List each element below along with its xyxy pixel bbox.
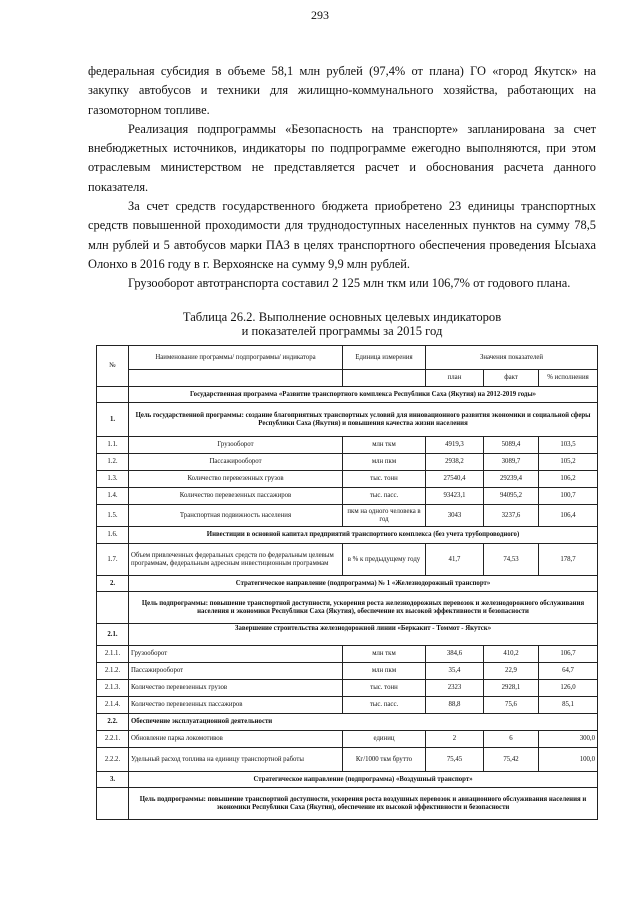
header-name: Наименование программы/ подпрограммы/ индикатора	[129, 346, 343, 370]
header-blank	[129, 370, 343, 387]
indicators-table	[96, 345, 598, 820]
row-plan: 93423,1	[426, 488, 484, 505]
section-row	[97, 403, 598, 437]
table-row	[97, 454, 598, 471]
paragraph-4: Грузооборот автотранспорта составил 2 125 млн ткм или 106,7% от годового плана.	[128, 276, 571, 291]
section-num: 3.	[97, 772, 129, 788]
row-unit: в % к предыдущему году	[343, 544, 426, 576]
header-plan: план	[426, 370, 484, 387]
header-subrow	[97, 370, 598, 387]
row-fact: 2928,1	[484, 680, 539, 697]
row-unit: Кг/1000 ткм брутто	[343, 748, 426, 772]
row-plan: 2938,2	[426, 454, 484, 471]
row-name: Транспортная подвижность населения	[129, 505, 343, 527]
header-pct: % исполнения	[539, 370, 598, 387]
table-row	[97, 505, 598, 527]
row-fact: 22,9	[484, 663, 539, 680]
row-fact: 29239,4	[484, 471, 539, 488]
row-plan: 2	[426, 731, 484, 748]
goal-text: Цель подпрограммы: повышение транспортной доступности, ускорения роста железнодорожных перевозок и железнодорожного обслуживания населения и экономики Республики Саха (Якутия), обеспечение их высокой эффективности и безопасности	[129, 592, 598, 624]
row-name: Количество перевезенных пассажиров	[129, 697, 343, 714]
row-pct: 105,2	[539, 454, 598, 471]
row-plan: 27540,4	[426, 471, 484, 488]
header-fact: факт	[484, 370, 539, 387]
row-num: 2.1.3.	[97, 680, 129, 697]
row-name: Количество перевезенных грузов	[129, 680, 343, 697]
row-num: 2.1.4.	[97, 697, 129, 714]
section-text: Стратегическое направление (подпрограмма) «Воздушный транспорт»	[129, 772, 598, 788]
row-num: 2.2.1.	[97, 731, 129, 748]
paragraph-1: федеральная субсидия в объеме 58,1 млн рублей (97,4% от плана) ГО «город Якутск» на закупку автобусов и техники для жилищно-коммунального хозяйства, работающих на газомоторном топливе.	[88, 64, 596, 117]
section-row	[97, 772, 598, 788]
row-unit: млн пкм	[343, 663, 426, 680]
row-plan: 35,4	[426, 663, 484, 680]
section-num: 2.1.	[97, 624, 129, 646]
table-row	[97, 437, 598, 454]
section-row	[97, 714, 598, 731]
row-name: Объем привлеченных федеральных средств по федеральным целевым программам, федеральным адресным инвестиционным программам	[129, 544, 343, 576]
row-pct: 106,4	[539, 505, 598, 527]
section-num: 1.	[97, 403, 129, 437]
page-number: 293	[311, 8, 329, 22]
table-caption-line2: и показателей программы за 2015 год	[241, 324, 443, 338]
row-unit: тыс. пасс.	[343, 697, 426, 714]
section-text: Инвестиции в основной капитал предприятий транспортного комплекса (без учета трубопроводного)	[129, 527, 598, 544]
row-fact: 3089,7	[484, 454, 539, 471]
table-row	[97, 544, 598, 576]
row-pct: 103,5	[539, 437, 598, 454]
row-name: Обновление парка локомотивов	[129, 731, 343, 748]
row-unit: тыс. тонн	[343, 680, 426, 697]
row-unit: млн ткм	[343, 437, 426, 454]
table-row	[97, 731, 598, 748]
goal-text: Цель подпрограммы: повышение транспортной доступности, ускорения роста воздушных перевозок и авиационного обслуживания населения и экономики Республики Саха (Якутия), обеспечение их высокой эффективности и безопасности	[129, 788, 598, 820]
row-pct: 100,0	[539, 748, 598, 772]
table-row	[97, 697, 598, 714]
row-pct: 300,0	[539, 731, 598, 748]
row-pct: 178,7	[539, 544, 598, 576]
row-plan: 88,8	[426, 697, 484, 714]
row-fact: 75,42	[484, 748, 539, 772]
row-name: Грузооборот	[129, 437, 343, 454]
header-row	[97, 346, 598, 370]
row-num: 1.5.	[97, 505, 129, 527]
row-unit: пкм на одного человека в год	[343, 505, 426, 527]
row-fact: 94095,2	[484, 488, 539, 505]
row-plan: 3043	[426, 505, 484, 527]
row-plan: 384,6	[426, 646, 484, 663]
row-pct: 85,1	[539, 697, 598, 714]
row-num: 1.1.	[97, 437, 129, 454]
goal-row	[97, 592, 598, 624]
row-fact: 75,6	[484, 697, 539, 714]
section-text: Стратегическое направление (подпрограмма) № 1 «Железнодорожный транспорт»	[129, 576, 598, 592]
table-row	[97, 680, 598, 697]
row-fact: 74,53	[484, 544, 539, 576]
row-fact: 5089,4	[484, 437, 539, 454]
table-row	[97, 646, 598, 663]
body-text	[88, 62, 596, 294]
row-name: Пассажирооборот	[129, 454, 343, 471]
header-unit: Единица измерения	[343, 346, 426, 370]
row-fact: 410,2	[484, 646, 539, 663]
header-values: Значения показателей	[426, 346, 598, 370]
row-unit: тыс. пасс.	[343, 488, 426, 505]
row-pct: 106,7	[539, 646, 598, 663]
goal-row	[97, 788, 598, 820]
section-num: 2.	[97, 576, 129, 592]
row-pct: 126,0	[539, 680, 598, 697]
paragraph-2: Реализация подпрограммы «Безопасность на транспорте» запланирована за счет внебюджетных источников, индикаторы по подпрограмме ежегодно выполняются, при этом отраслевым министерством не представляется расчет и обоснования расчета данного показателя.	[88, 121, 596, 194]
row-fact: 3237,6	[484, 505, 539, 527]
section-num: 2.2.	[97, 714, 129, 731]
row-num: 2.2.2.	[97, 748, 129, 772]
row-name: Количество перевезенных грузов	[129, 471, 343, 488]
table-row	[97, 471, 598, 488]
paragraph-3: За счет средств государственного бюджета приобретено 23 единицы транспортных средств повышенной проходимости для труднодоступных населенных пунктов на сумму 78,5 млн рублей и 5 автобусов марки ПАЗ в целях транспортного обеспечения проведения Ысыаха Олонхо в 2016 году в г. Верхоянске на сумму 9,9 млн рублей.	[88, 199, 596, 271]
table-caption-line1: Таблица 26.2. Выполнение основных целевых индикаторов	[182, 310, 502, 324]
section-row	[97, 527, 598, 544]
row-num: 2.1.1.	[97, 646, 129, 663]
row-fact: 6	[484, 731, 539, 748]
row-unit: млн пкм	[343, 454, 426, 471]
row-num: 2.1.2.	[97, 663, 129, 680]
section-text: Обеспечение эксплуатационной деятельности	[129, 714, 598, 731]
section-text: Цель государственной программы: создание благоприятных транспортных условий для инновационного развития экономики и социальной сферы Республики Саха (Якутия) и повышения качества жизни населения	[129, 403, 598, 437]
section-text: Завершение строительства железнодорожной линии «Беркакит - Томмот - Якутск»	[129, 624, 598, 646]
table-caption	[88, 310, 596, 338]
row-num: 1.7.	[97, 544, 129, 576]
row-name: Количество перевезенных пассажиров	[129, 488, 343, 505]
program-row	[97, 387, 598, 403]
table-row	[97, 488, 598, 505]
row-pct: 106,2	[539, 471, 598, 488]
section-row	[97, 576, 598, 592]
table-row	[97, 748, 598, 772]
row-name: Грузооборот	[129, 646, 343, 663]
section-row	[97, 624, 598, 646]
row-num: 1.2.	[97, 454, 129, 471]
row-num: 1.3.	[97, 471, 129, 488]
program-title: Государственная программа «Развитие транспортного комплекса Республики Саха (Якутия) на 2012-2019 годы»	[129, 387, 598, 403]
row-plan: 4919,3	[426, 437, 484, 454]
row-unit: единиц	[343, 731, 426, 748]
row-name: Пассажирооборот	[129, 663, 343, 680]
row-plan: 41,7	[426, 544, 484, 576]
row-unit: тыс. тонн	[343, 471, 426, 488]
row-unit: млн ткм	[343, 646, 426, 663]
row-name: Удельный расход топлива на единицу транспортной работы	[129, 748, 343, 772]
row-plan: 2323	[426, 680, 484, 697]
section-num: 1.6.	[97, 527, 129, 544]
header-num: №	[97, 346, 129, 387]
header-blank	[343, 370, 426, 387]
row-pct: 64,7	[539, 663, 598, 680]
row-plan: 75,45	[426, 748, 484, 772]
row-pct: 100,7	[539, 488, 598, 505]
row-num: 1.4.	[97, 488, 129, 505]
table-row	[97, 663, 598, 680]
